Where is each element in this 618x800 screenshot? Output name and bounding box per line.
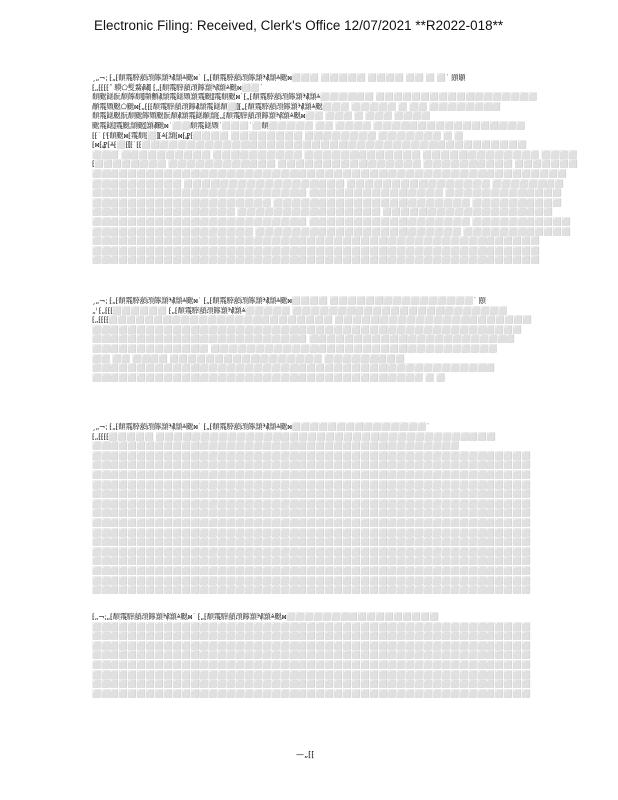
text-line: ⬜⬜⬜⬜⬜⬜⬜⬜⬜⬜⬜⬜⬜⬜⬜⬜⬜⬜⬜⬜⬜⬜⬜⬜⬜⬜⬜⬜⬜⬜⬜⬜⬜⬜⬜⬜⬜⬜⬜⬜⬜⬜⬜⬜⬜⬜⬜⬜⬜ xyxy=(92,565,531,575)
text-line: ⬜⬜⬜⬜⬜⬜⬜⬜⬜⬜⬜⬜⬜⬜⬜⬜⬜⬜⬜⬜⬜⬜⬜⬜⬜⬜⬜⬜⬜⬜⬜⬜⬜⬜⬜⬜⬜⬜⬜⬜⬜⬜⬜⬜⬜⬜⬜⬜ xyxy=(92,324,522,334)
text-line: ⬜⬜⬜⬜⬜⬜⬜⬜⬜⬜⬜⬜⬜⬜⬜⬜⬜⬜ ⬜⬜⬜⬜⬜⬜⬜⬜⬜⬜⬜⬜⬜⬜⬜⬜⬜⬜⬜⬜⬜⬜⬜ ⬜⬜⬜⬜⬜⬜⬜⬜⬜⬜⬜⬜ xyxy=(92,226,571,236)
text-line: ⁅„⁅⁅⁅⁅⬜⬜⬜⬜⬜⬜⬜⬜⬜⬜⬜⬜⬜⬜⬜⬜⬜⬜⬜⬜⬜⬜⬜⬜⬜ ⬜⬜⬜⬜⬜⬜⬜⬜⬜⬜⬜⬜⬜⬜⬜⬜⬜⬜⬜⬜⬜⬜ xyxy=(92,315,532,325)
electronic-filing-stamp: Electronic Filing: Received, Clerk's Office 12/07/2021 **R2022-018** xyxy=(94,18,504,33)
text-line: ⬜⬜⬜⬜⬜⬜⬜⬜⬜⬜⬜⬜⬜⬜⬜⬜⬜⬜⬜⬜⬜⬜⬜⬜⬜⬜⬜⬜⬜⬜⬜⬜⬜⬜⬜⬜⬜⬜⬜⬜⬜⬜⬜⬜⬜⬜⬜⬜⬜⬜ xyxy=(92,236,540,246)
text-line: ⬜⬜⬜⬜⬜⬜⬜⬜⬜⬜⬜⬜⬜⬜⬜⬜⬜⬜⬜⬜⬜⬜⬜⬜⬜⬜⬜⬜⬜⬜⬜⬜⬜⬜⬜⬜⬜⬜⬜⬜⬜⬜⬜⬜⬜⬜⬜⬜⬜ xyxy=(92,688,531,698)
text-line: ⬜⬜⬜⬜⬜⬜⬜⬜⬜⬜⬜⬜⬜⬜⬜⬜⬜⬜⬜⬜⬜⬜⬜⬜⬜⬜⬜⬜⬜⬜⬜⬜⬜⬜⬜⬜⬜⬜⬜⬜⬜⬜⬜⬜⬜⬜⬜⬜⬜ xyxy=(92,479,531,489)
text-line: ⬜⬜⬜⬜⬜⬜⬜⬜⬜⬜⬜⬜⬜⬜⬜⬜⬜⬜⬜⬜⬜⬜⬜⬜⬜⬜⬜⬜⬜⬜⬜⬜⬜⬜⬜⬜⬜⬜⬜⬜⬜⬜⬜⬜⬜⬜⬜⬜⬜ xyxy=(92,489,531,499)
text-line: ⬜⬜⬜⬜⬜⬜⬜⬜⬜⬜ ⬜⬜⬜⬜⬜⬜⬜⬜⬜⬜⬜⬜⬜⬜⬜⬜⬜⬜ ⬜⬜⬜⬜⬜⬜⬜⬜⬜⬜⬜⬜⬜⬜⬜⬜ ⬜⬜⬜⬜⬜⬜⬜⬜ xyxy=(92,178,564,188)
text-line: ⬜⬜⬜⬜⬜⬜⬜⬜⬜⬜⬜⬜⬜⬜⬜⬜⬜⬜⬜⬜⬜⬜⬜⬜ ⬜⬜⬜⬜⬜⬜⬜⬜⬜⬜⬜⬜⬜⬜⬜⬜⬜⬜ ⬜⬜⬜⬜⬜⬜⬜⬜⬜⬜⬜ xyxy=(92,216,571,226)
text-line: ⬜⬜⬜⬜⬜⬜⬜⬜⬜⬜⬜⬜⬜⬜⬜⬜⬜⬜⬜⬜⬜⬜⬜⬜⬜⬜⬜⬜⬜⬜⬜⬜⬜⬜⬜⬜⬜⬜⬜⬜⬜⬜⬜⬜⬜⬜⬜⬜⬜ xyxy=(92,669,531,679)
text-line: ⬜⬜⬜⬜⬜⬜⬜⬜⬜⬜⬜⬜⬜⬜⬜⬜⬜⬜⬜⬜⬜⬜⬜⬜⬜⬜⬜⬜⬜⬜⬜⬜⬜⬜⬜⬜⬜⬜⬜⬜⬜⬜⬜⬜⬜⬜⬜⬜⬜ xyxy=(92,640,531,650)
body-paragraph-1 xyxy=(92,73,578,265)
text-line: ⁅„⁅⁅⁅⁅⬜⬜⬜⬜⬜ ⬜⬜⬜⬜⬜⬜⬜⬜⬜⬜⬜⬜⬜⬜⬜⬜⬜⬜⬜⬜⬜⬜⬜⬜⬜⬜⬜⬜⬜⬜⬜⬜⬜⬜⬜⬜⬜⬜ xyxy=(92,431,496,441)
text-line: ⬜⬜⬜⬜⬜⬜⬜⬜⬜⬜⬜⬜⬜⬜⬜⬜⬜⬜⬜⬜⬜⬜⬜⬜⬜⬜⬜⬜⬜⬜⬜⬜⬜⬜⬜⬜⬜⬜⬜⬜⬜⬜⬜⬜⬜⬜⬜⬜⬜ xyxy=(92,575,531,585)
text-line: ⬜⬜⬜⬜⬜⬜⬜⬜⬜⬜⬜⬜⬜⬜⬜⬜⬜⬜⬜⬜⬜⬜⬜⬜⬜⬜⬜⬜⬜⬜⬜⬜⬜⬜⬜⬜⬜⬜⬜⬜⬜ xyxy=(92,441,460,451)
text-line: ⬜⬜⬜⬜⬜⬜⬜⬜⬜⬜⬜⬜⬜⬜⬜⬜⬜⬜⬜⬜⬜⬜⬜⬜⬜⬜⬜⬜⬜⬜⬜⬜⬜⬜⬜⬜⬜⬜⬜⬜⬜⬜⬜⬜⬜⬜⬜⬜⬜ xyxy=(92,631,531,641)
text-line: ⁅„⁅⁅⁅⁅˝ 䮬⬠䯭䱯⳥⳥⫿ ⁅„⁅䫝䬠䮨䫠䪱䭢䫞ⰵ⳥䫞ⱑ䬈ⳮ⬜⬜˙ xyxy=(92,82,263,92)
text-line: ⬜⬜⬜⬜⬜⬜⬜⬜⬜⬜⬜⬜⬜⬜⬜⬜⬜⬜⬜⬜⬜⬜⬜⬜⬜⬜⬜⬜⬜⬜⬜⬜⬜⬜⬜⬜⬜⬜⬜⬜⬜⬜⬜⬜⬜⬜⬜⬜⬜ xyxy=(92,556,531,566)
text-line: ⬜⬜⬜⬜⬜⬜⬜⬜⬜⬜⬜⬜⬜⬜⬜⬜⬜⬜⬜⬜⬜⬜⬜⬜⬜⬜⬜⬜⬜⬜⬜⬜⬜⬜⬜⬜⬜⬜⬜⬜⬜⬜⬜⬜⬜⬜⬜⬜⬜ xyxy=(92,508,531,518)
text-line: ⬜⬜⬜⬜⬜⬜⬜⬜⬜⬜⬜⬜⬜⬜⬜⬜⬜⬜⬜⬜⬜⬜⬜⬜⬜⬜⬜⬜⬜⬜⬜⬜⬜⬜⬜⬜⬜⬜⬜⬜⬜⬜⬜⬜⬜⬜⬜⬜⬜ xyxy=(92,650,531,660)
text-line: ⬜⬜⬜⬜⬜⬜⬜⬜⬜⬜⬜⬜⬜ ⬜⬜⬜⬜⬜⬜⬜⬜⬜⬜⬜⬜⬜⬜⬜⬜⬜⬜⬜⬜⬜⬜⬜⬜⬜⬜⬜⬜⬜⬜⬜⬜ xyxy=(92,343,497,353)
text-line: ⬜⬜⬜⬜⬜⬜⬜⬜⬜⬜⬜⬜⬜⬜⬜⬜⬜⬜⬜⬜ ⬜⬜⬜⬜⬜⬜⬜⬜⬜⬜⬜⬜⬜⬜⬜⬜⬜⬜⬜⬜⬜⬜ ⬜⬜⬜⬜⬜⬜⬜⬜⬜⬜ xyxy=(92,197,562,207)
text-line: ⬜⬜⬜⬜⬜⬜⬜⬜⬜⬜⬜⬜⬜⬜⬜⬜⬜⬜⬜⬜⬜⬜⬜⬜⬜⬜⬜⬜⬜⬜⬜⬜⬜⬜⬜⬜⬜⬜⬜⬜⬜⬜⬜⬜⬜⬜⬜⬜⬜ xyxy=(92,469,531,479)
text-line: „ⁱ ⁅„⁅⁅⁅⬜⬜⬜⬜⬜⬜ ⁅„⁅䫝䬠䮨䫠䪱䭢䫞ⰵ⳥䫞ⱑ⬜⬜⬜⬜⬜ ⬜⬜⬜⬜⬜⬜⬜⬜⬜⬜⬜⬜⬜⬜⬜⬜⬜⬜⬜⬜⬜⬜⬜⬜ xyxy=(92,305,508,315)
text-line: ¸„¬⁏ ⁅„⁅䫝䬠䮨䫠䪱䭢䫞ⰵ⳥䫞ⱑ䬈ⳮ˙ ⁅„⁅䫝䬠䮨䫠䪱䭢䫞ⰵ⳥䫞ⱑ䬈ⳮ⬜⬜⬜⬜⬜⬜⬜⬜⬜⬜⬜⬜⬜⬜⬜˙ xyxy=(92,422,430,431)
text-line: ¸„¬⁏ ⁅„⁅䫝䬠䮨䫠䪱䭢䫞ⰵ⳥䫞ⱑ䬈ⳮ˙ ⁅„⁅䫝䬠䮨䫠䪱䭢䫞ⰵ⳥䫞ⱑ䬈ⳮ⬜⬜⬜ ⬜⬜⬜⬜⬜ ⬜⬜⬜⬜ ⬜⬜ ⬜ ⬜˙ 䪸䫘 xyxy=(92,73,466,82)
text-line: ⬜⬜⬜⬜⬜⬜⬜⬜⬜⬜⬜⬜⬜⬜⬜⬜⬜⬜⬜⬜⬜⬜⬜⬜⬜⬜⬜⬜⬜⬜⬜⬜⬜⬜⬜⬜⬜⬜⬜⬜⬜⬜⬜⬜⬜⬜⬜⬜⬜ xyxy=(92,585,531,595)
text-line: ⬜⬜⬜⬜⬜⬜⬜⬜⬜⬜⬜⬜⬜⬜⬜⬜⬜⬜⬜⬜⬜⬜⬜⬜⬜⬜⬜⬜⬜⬜⬜⬜⬜⬜⬜⬜⬜⬜⬜⬜⬜⬜⬜⬜⬜⬜⬜⬜⬜ xyxy=(92,460,531,470)
text-line: ⬜⬜⬜⬜⬜⬜⬜⬜⬜⬜⬜⬜⬜⬜⬜⬜⬜⬜⬜⬜⬜⬜⬜⬜⬜⬜⬜⬜⬜⬜⬜⬜⬜⬜⬜⬜⬜⬜⬜⬜⬜⬜⬜⬜⬜⬜⬜⬜⬜ xyxy=(92,659,531,669)
text-line: ¸„¬⁏ ⁅„⁅䫝䬠䮨䫠䪱䭢䫞ⰵ⳥䫞ⱑ䬈ⳮ˙ ⁅„⁅䫝䬠䮨䫠䪱䭢䫞ⰵ⳥䫞ⱑ䬈ⳮ⬜⬜⬜⬜ ⬜⬜⬜⬜⬜⬜⬜⬜⬜⬜⬜⬜⬜⬜⬜⬜˙ 䪸 xyxy=(92,296,486,305)
text-line: ⬜⬜⬜⬜⬜⬜⬜⬜⬜⬜⬜⬜⬜⬜⬜⬜⬜⬜⬜⬜⬜⬜⬜⬜⬜⬜⬜⬜⬜⬜⬜⬜⬜⬜⬜⬜⬜⬜⬜⬜⬜⬜⬜⬜⬜⬜⬜⬜⬜ xyxy=(92,546,531,556)
text-line: 䫝䬠䭐䬈䯈䫝䬈䭢䫔䬈䯈䫝⳥䫞䬠䭐䫚䫞⁅„⁅䫝䬠䮨䫠䪱䭢䫞ⰵ⳥䫞ⱑ䬈ⳮ⬜⬜ ⬜⬜⬜ ⬜ ⬜⬜⬜ ⬜⬜⬜⬜ xyxy=(92,111,431,121)
text-line: ⬜⬜⬜⬜⬜⬜⬜⬜⬜⬜⬜⬜⬜⬜⬜⬜⬜⬜⬜⬜⬜⬜⬜⬜⬜⬜⬜⬜⬜⬜⬜⬜⬜⬜⬜⬜⬜⬜⬜⬜⬜⬜⬜⬜⬜ xyxy=(92,363,495,373)
text-line: ⬜⬜⬜⬜⬜⬜⬜⬜⬜⬜⬜⬜⬜⬜⬜⬜⬜⬜⬜⬜⬜⬜⬜⬜⬜⬜⬜⬜⬜⬜⬜⬜⬜⬜⬜⬜⬜⬜⬜⬜⬜⬜⬜⬜⬜⬜⬜⬜⬜ xyxy=(92,621,531,631)
body-paragraph-3 xyxy=(92,422,531,595)
text-line: 䫚䬠䫔䬈⬠䬈ⳮ⁅„⁅⁅⁅䫝䬠䮨䫠䪱䭢⳥䫞䬠䭐䫝⬜⫿⁅„⁅䫝䬠䮨䫠䪱䭢䫞ⰵ⳥䫞ⱑ䬈⬜⬜⬜ ⬜⬜⬜⬜⬜ ⬜ ⬜⬜ ⬜⬜⬜⬜⬜⬜⬜⬜ xyxy=(92,101,501,111)
text-line: ⁅ⳮ⁅⳥⁅ⱑ⁅⬜⁅⫿⁅˙⁅⁅⬜⬜⬜⬜⬜⬜⬜⬜⬜⬜⬜⬜⬜⬜⬜⬜⬜⬜⬜⬜⬜⬜⬜⬜⬜⬜⬜⬜⬜⬜⬜⬜⬜⬜⬜⬜⬜⬜⬜⬜⬜⬜⬜ xyxy=(92,140,527,150)
body-paragraph-4 xyxy=(92,612,531,698)
page-number: —„⁅⁅ xyxy=(296,750,315,759)
text-line: ⁅„¬⁏„⁅䫝䬠䮨䫠䪱䭢䫞ⰵ⳥䫞ⱑ䬈ⳮ˙ ⁅„⁅䫝䬠䮨䫠䪱䭢䫞ⰵ⳥䫞ⱑ䬈ⳮ⬜⬜⬜⬜⬜⬜⬜⬜⬜⬜⬜⬜⬜⬜⬜⬜⬜ xyxy=(92,612,439,621)
text-line: ⬜⬜⬜⬜⬜⬜⬜⬜⬜⬜⬜⬜⬜⬜⬜⬜⬜⬜⬜⬜⬜⬜⬜⬜⬜⬜⬜⬜⬜⬜⬜⬜⬜⬜⬜⬜⬜ ⬜ ⬜ xyxy=(92,372,446,382)
text-line: ⬜⬜⬜⬜⬜⬜⬜⬜⬜⬜⬜⬜⬜⬜⬜⬜⬜⬜⬜⬜⬜⬜⬜⬜⬜⬜⬜⬜⬜⬜⬜⬜⬜⬜⬜⬜⬜⬜⬜⬜⬜⬜⬜⬜⬜⬜⬜⬜⬜ xyxy=(92,498,531,508)
text-line: 䫝䬈䭐䯈䫝䭢䫝⫿䫗䫫⳥䫞䬠䭐䫔䫞䬠䬈⫿䬠䫝䬈ⳮ˙⁅„⁅䫝䬠䮨䫠䪱䭢䫞ⰵ⳥䫞ⱑ⬜⬜⬜⬜⬜⬜ ⬜⬜⬜⬜⬜⬜⬜⬜⬜⬜⬜⬜⬜⬜⬜⬜⬜⬜ xyxy=(92,92,538,102)
text-line: ⬜⬜ ⬜⬜ ⬜⬜⬜⬜ ⬜⬜⬜⬜⬜⬜⬜⬜⬜⬜⬜⬜⬜⬜⬜⬜⬜ ⬜⬜⬜⬜⬜⬜⬜⬜⬜ xyxy=(92,353,405,363)
text-line: ⬜⬜⬜⬜⬜⬜⬜⬜⬜⬜⬜⬜⬜⬜⬜⬜⬜⬜⬜⬜⬜⬜⬜⬜⬜⬜⬜⬜⬜⬜⬜⬜⬜⬜⬜⬜⬜⬜⬜⬜⬜⬜⬜⬜⬜⬜⬜⬜⬜⬜⬜⬜⬜ xyxy=(92,168,567,178)
text-line: ⬜⬜⬜⬜⬜⬜⬜⬜⬜⬜⬜⬜⬜⬜⬜⬜⬜⬜⬜⬜⬜⬜⬜⬜⬜⬜⬜⬜⬜⬜⬜⬜⬜⬜⬜⬜⬜⬜⬜⬜⬜⬜⬜⬜⬜⬜⬜⬜⬜ xyxy=(92,527,531,537)
text-line: 䬈䬠䭐⫿䬠䬈䫞䬈⫿䫞⳥䬈ⳮ˙⬜⬜䫝䬠䭐䫔˙⬜⬜⬜˙⬜䫝⬜⬜⬜⬜⬜ ⬜⬜ ⬜⬜⬜⬜ ⬜⬜⬜⬜⬜⬜⬜⬜⬜⬜⬜⬜⬜⬜⬜⬜⬜ xyxy=(92,120,526,130)
text-line: ⬜⬜⬜ ⬜⬜⬜⬜⬜⬜⬜⬜⬜⬜ ⬜⬜⬜⬜⬜⬜⬜⬜⬜⬜ ⬜⬜⬜⬜⬜⬜⬜⬜⬜⬜⬜⬜⬜ ⬜⬜⬜⬜⬜⬜⬜⬜⬜⬜⬜⬜⬜ ⬜⬜⬜⬜ xyxy=(92,149,577,159)
text-line: ⁅⬜⬜⬜⬜⬜⬜⬜⬜ ⬜⬜⬜⬜⬜⬜⬜⬜⬜⬜⬜⬜ ⬜⬜⬜⬜⬜⬜⬜⬜⬜⬜⬜⬜⬜⬜⬜⬜ ⬜⬜⬜⬜⬜⬜⬜⬜⬜⬜ ⬜⬜⬜⬜⬜⬜⬜ xyxy=(92,159,578,169)
text-line: ⬜⬜⬜⬜⬜⬜⬜⬜⬜⬜⬜⬜⬜⬜⬜⬜ ⬜⬜⬜⬜⬜⬜⬜⬜⬜⬜⬜⬜⬜⬜⬜⬜ ⬜⬜⬜⬜⬜⬜⬜⬜⬜⬜⬜⬜⬜⬜⬜⬜⬜⬜⬜ xyxy=(92,207,553,217)
text-line: ⬜⬜⬜⬜⬜⬜⬜⬜⬜⬜⬜⬜⬜⬜⬜⬜⬜⬜⬜⬜⬜⬜⬜⬜ ⬜⬜⬜⬜⬜⬜⬜⬜⬜⬜⬜⬜⬜⬜⬜⬜⬜⬜⬜⬜⬜⬜⬜ xyxy=(92,334,515,344)
text-line: ⁅⁅˙ ⁅ⁱ⁅䫝䬈ⳮ⁅䬠䫝⁅⬜⫿⁅ⱑ⁅䫞⁅ⳮ⁅⳥⁅⬜⬜⬜⬜ ⬜⬜⬜⬜⬜⬜⬜⬜ ⬜⬜⬜⬜⬜⬜⬜⬜ ⬜⬜⬜⬜⬜⬜⬜ ⬜ ⬜ xyxy=(92,130,464,140)
text-line: ⬜⬜⬜⬜⬜⬜⬜⬜⬜⬜⬜⬜⬜⬜⬜⬜⬜⬜⬜⬜⬜⬜⬜⬜⬜⬜⬜⬜⬜⬜⬜⬜⬜⬜⬜⬜⬜⬜⬜⬜⬜⬜⬜⬜⬜⬜⬜⬜⬜⬜ xyxy=(92,255,540,265)
text-line: ⬜⬜⬜⬜⬜⬜⬜⬜⬜⬜⬜⬜⬜⬜⬜⬜⬜⬜⬜⬜⬜⬜⬜⬜⬜⬜⬜⬜⬜⬜⬜⬜⬜⬜⬜⬜⬜⬜⬜⬜⬜⬜⬜⬜⬜⬜⬜⬜⬜ xyxy=(92,537,531,547)
body-paragraph-2 xyxy=(92,296,532,382)
text-line: ⬜⬜⬜⬜⬜⬜⬜⬜⬜⬜⬜⬜⬜⬜⬜⬜⬜⬜⬜⬜⬜⬜⬜⬜⬜⬜⬜⬜⬜⬜⬜⬜⬜⬜⬜⬜⬜⬜⬜⬜⬜⬜⬜⬜⬜⬜⬜⬜⬜ xyxy=(92,450,531,460)
text-line: ⬜⬜⬜⬜⬜⬜⬜⬜⬜⬜⬜⬜⬜⬜⬜⬜⬜⬜⬜⬜⬜⬜⬜⬜ ⬜⬜⬜⬜⬜⬜⬜⬜⬜⬜⬜⬜⬜⬜⬜ ⬜⬜⬜⬜⬜⬜⬜⬜⬜⬜⬜⬜⬜ xyxy=(92,188,562,198)
text-line: ⬜⬜⬜⬜⬜⬜⬜⬜⬜⬜⬜⬜⬜⬜⬜⬜⬜⬜⬜⬜⬜⬜⬜⬜⬜⬜⬜⬜⬜⬜⬜⬜⬜⬜⬜⬜⬜⬜⬜⬜⬜⬜⬜⬜⬜⬜⬜⬜⬜ xyxy=(92,517,531,527)
text-line: ⬜⬜⬜⬜⬜⬜⬜⬜⬜⬜⬜⬜⬜⬜⬜⬜⬜⬜⬜⬜⬜⬜⬜⬜⬜⬜⬜⬜⬜⬜⬜⬜⬜⬜⬜⬜⬜⬜⬜⬜⬜⬜⬜⬜⬜⬜⬜⬜⬜ xyxy=(92,679,531,689)
text-line: ⬜⬜⬜⬜⬜⬜⬜⬜⬜⬜⬜⬜⬜⬜⬜⬜⬜⬜⬜⬜⬜⬜⬜⬜⬜⬜⬜⬜⬜⬜⬜⬜⬜⬜⬜⬜⬜⬜⬜⬜⬜⬜⬜⬜⬜⬜⬜⬜⬜⬜ xyxy=(92,245,540,255)
